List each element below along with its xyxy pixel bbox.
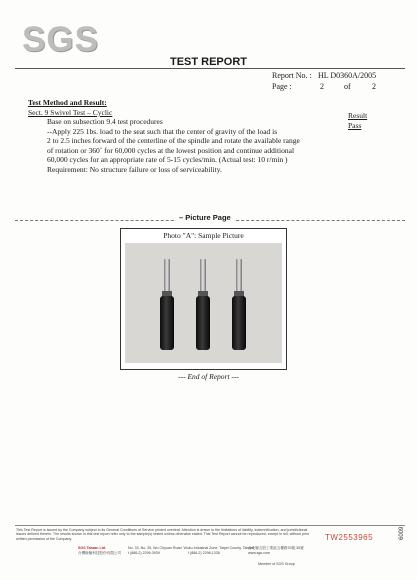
photo-caption: Photo "A": Sample Picture [163, 231, 244, 240]
page-of: of [344, 82, 351, 91]
procedure-line: 60,000 cycles for an appropriate rate of 5-15 cycles/min. (Actual test: 10 r/min ) [47, 155, 288, 165]
gas-cylinder-photo [125, 243, 282, 363]
sgs-logo: SGS [22, 20, 99, 59]
company-phone: t (886-2) 2299-3939 [128, 551, 160, 555]
procedure-line: --Apply 225 1bs. load to the seat such that the center of gravity of the load is [47, 126, 278, 136]
section-heading: Test Method and Result: [28, 98, 107, 107]
vertical-code: 6009 [399, 526, 405, 540]
result-label: Result [348, 111, 368, 120]
cylinder-2 [196, 259, 210, 350]
procedure-line: Base on subsection 9.4 test procedures [47, 117, 163, 126]
result-value: Pass [348, 121, 362, 130]
photo-frame [120, 228, 287, 370]
report-serial: TW2553965 [325, 533, 374, 542]
procedure-line: Requirement: No structure failure or loss of serviceability. [47, 164, 222, 174]
page-total: 2 [372, 82, 376, 91]
picture-page-heading: – Picture Page [176, 213, 234, 223]
company-address: No. 33, No. 35, Wu Chyuan Road, Wuku Industrial Zone, Taipei County, Taiwan [128, 546, 254, 550]
sample-photo [125, 243, 282, 363]
test-procedure-text [47, 117, 342, 175]
header-divider [15, 68, 405, 69]
report-no-value: HL D0360A/2005 [318, 71, 377, 80]
sgs-group-member: Member of SGS Group [258, 562, 295, 566]
cylinder-1 [160, 259, 174, 350]
footer-notice: This Test Report is issued by the Company subject to its General Conditions of Service printed overleaf. Attention is drawn to the limitations of liability, indemnification, and jurisdictional issues defined therein. The results shown in this test report refer only to the sample(s) tested unless otherwise stated. This Test Report cannot be reproduced, except in full, without prior written permission of the Company. [16, 528, 310, 541]
procedure-line: of rotation or 360˚ for 60,000 cycles at the lowest position and continue additional [47, 145, 295, 155]
company-name: SGS Taiwan Ltd. [78, 546, 107, 550]
end-of-report: --- End of Report --- [178, 372, 239, 381]
company-web: www.sgs.com [248, 551, 270, 555]
page-number: 2 [320, 82, 324, 91]
company-name-zh: 台灣檢驗科技股份有限公司 [78, 551, 122, 555]
company-fax: f (886-2) 2298-1338 [188, 551, 220, 555]
report-no-label: Report No. : [272, 71, 312, 80]
section-subheading: Sect. 9 Swivel Test – Cyclic [28, 108, 113, 117]
report-title: TEST REPORT [169, 56, 247, 68]
page-label: Page : [272, 82, 292, 91]
procedure-line: 2 to 2.5 inches forward of the centerline of the spindle and rotate the available range [47, 136, 300, 146]
cylinder-3 [232, 259, 246, 350]
company-address-zh: 台北縣五股工業區五權路33號,35號 [248, 546, 304, 550]
footer-divider [15, 525, 405, 526]
